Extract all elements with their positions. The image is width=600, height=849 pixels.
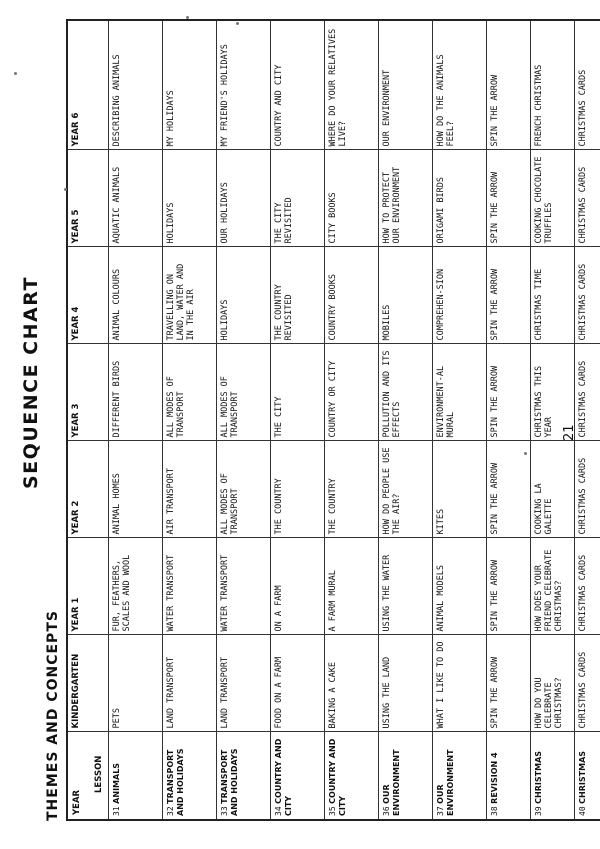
table-cell: CHRISTMAS TIME	[531, 247, 575, 344]
table-cell: THE CITY	[271, 344, 325, 441]
table-cell: PETS	[109, 635, 163, 732]
table-row	[433, 20, 487, 820]
table-cell: CHRISTMAS CARDS	[575, 150, 600, 247]
table-cell: COUNTRY BOOKS	[325, 247, 379, 344]
lesson-name: CHRISTMAS	[534, 750, 543, 804]
table-cell: THE COUNTRY	[325, 441, 379, 538]
lesson-number: 32	[166, 806, 175, 816]
table-cell: FUR, FEATHERS, SCALES AND WOOL	[109, 538, 163, 635]
table-cell: WATER TRANSPORT	[163, 538, 217, 635]
table-row	[575, 20, 600, 820]
table-cell: ENVIRONMENT-AL MURAL	[433, 344, 487, 441]
table-cell: SPIN THE ARROW	[487, 247, 531, 344]
column-header: YEAR 2	[67, 441, 109, 538]
table-cell: MY FRIEND'S HOLIDAYS	[217, 20, 271, 150]
lesson-name: ANIMALS	[112, 762, 121, 804]
table-cell: CHRISTMAS CARDS	[575, 20, 600, 150]
table-cell: ANIMAL COLOURS	[109, 247, 163, 344]
lesson-name: TRANSPORT AND HOLIDAYS	[166, 748, 185, 816]
column-header: YEAR 1	[67, 538, 109, 635]
table-cell: OUR HOLIDAYS	[217, 150, 271, 247]
table-row	[531, 20, 575, 820]
lesson-number: 38	[490, 806, 499, 816]
table-row	[379, 20, 433, 820]
table-cell: HOW DO THE ANIMALS FEEL?	[433, 20, 487, 150]
table-cell: SPIN THE ARROW	[487, 538, 531, 635]
lesson-number: 31	[112, 806, 121, 816]
table-cell: POLLUTION AND ITS EFFECTS	[379, 344, 433, 441]
table-cell: ON A FARM	[271, 538, 325, 635]
table-cell: SPIN THE ARROW	[487, 150, 531, 247]
table-row	[163, 20, 217, 820]
table-cell: FRENCH CHRISTMAS	[531, 20, 575, 150]
table-cell: ANIMAL MODELS	[433, 538, 487, 635]
table-row	[487, 20, 531, 820]
table-cell: SPIN THE ARROW	[487, 344, 531, 441]
table-cell: ALL MODES OF TRANSPORT	[217, 441, 271, 538]
table-cell: CHRISTMAS CARDS	[575, 538, 600, 635]
table-row	[109, 20, 163, 820]
scan-speck	[524, 452, 527, 455]
lesson-cell	[163, 732, 217, 820]
table-cell: ORIGAMI BIRDS	[433, 150, 487, 247]
table-cell: LAND TRANSPORT	[217, 635, 271, 732]
table-cell: OUR ENVIRONMENT	[379, 20, 433, 150]
table-cell: USING THE LAND	[379, 635, 433, 732]
themes-heading: THEMES AND CONCEPTS	[45, 610, 61, 821]
lesson-number: 40	[578, 806, 587, 816]
table-cell: CHRISTMAS CARDS	[575, 344, 600, 441]
table-cell: WHAT I LIKE TO DO	[433, 635, 487, 732]
table-row	[325, 20, 379, 820]
table-cell: ALL MODES OF TRANSPORT	[163, 344, 217, 441]
lesson-name: COUNTRY AND CITY	[274, 738, 293, 816]
column-header: YEAR 3	[67, 344, 109, 441]
table-cell: CHRISTMAS CARDS	[575, 441, 600, 538]
scan-speck	[64, 188, 67, 191]
lesson-name: OUR ENVIRONMENT	[382, 749, 401, 816]
table-cell: HOW DO PEOPLE USE THE AIR?	[379, 441, 433, 538]
table-cell: MY HOLIDAYS	[163, 20, 217, 150]
scan-speck	[14, 72, 17, 75]
lesson-number: 39	[534, 806, 543, 816]
lesson-cell	[271, 732, 325, 820]
lesson-number: 34	[274, 806, 283, 816]
table-cell: THE COUNTRY	[271, 441, 325, 538]
column-header: KINDERGARTEN	[67, 635, 109, 732]
table-cell: HOLIDAYS	[217, 247, 271, 344]
lesson-number: 36	[382, 806, 391, 816]
table-cell: ALL MODES OF TRANSPORT	[217, 344, 271, 441]
lesson-number: 35	[328, 806, 337, 816]
lesson-cell	[531, 732, 575, 820]
table-cell: HOW TO PROTECT OUR ENVIRONMENT	[379, 150, 433, 247]
table-cell: WATER TRANSPORT	[217, 538, 271, 635]
scan-speck	[186, 16, 189, 19]
table-cell: SPIN THE ARROW	[487, 20, 531, 150]
table-cell: COOKING LA GALETTE	[531, 441, 575, 538]
table-cell: DESCRIBING ANIMALS	[109, 20, 163, 150]
table-cell: HOW DO YOU CELEBRATE CHRISTMAS?	[531, 635, 575, 732]
table-cell: COUNTRY OR CITY	[325, 344, 379, 441]
sequence-chart-table	[66, 19, 600, 821]
table-cell: CITY BOOKS	[325, 150, 379, 247]
table-cell: AQUATIC ANIMALS	[109, 150, 163, 247]
table-cell: ANIMAL HOMES	[109, 441, 163, 538]
table-cell: USING THE WATER	[379, 538, 433, 635]
year-label: YEAR	[72, 789, 82, 815]
table-row	[271, 20, 325, 820]
table-cell: HOLIDAYS	[163, 150, 217, 247]
lesson-number: 37	[436, 806, 445, 816]
table-cell: THE COUNTRY REVISITED	[271, 247, 325, 344]
table-cell: COOKING CHOCOLATE TRUFFLES	[531, 150, 575, 247]
column-header: YEAR 5	[67, 150, 109, 247]
table-cell: WHERE DO YOUR RELATIVES LIVE?	[325, 20, 379, 150]
lesson-name: COUNTRY AND CITY	[328, 738, 347, 816]
lesson-cell	[379, 732, 433, 820]
lesson-cell	[487, 732, 531, 820]
lesson-name: TRANSPORT AND HOLIDAYS	[220, 748, 239, 816]
lesson-cell	[433, 732, 487, 820]
table-cell: DIFFERENT BIRDS	[109, 344, 163, 441]
table-cell: SPIN THE ARROW	[487, 441, 531, 538]
page-number: 21	[562, 424, 577, 441]
table-cell: CHRISTMAS CARDS	[575, 247, 600, 344]
lesson-name: CHRISTMAS	[578, 750, 587, 804]
table-cell: CHRISTMAS CARDS	[575, 635, 600, 732]
lesson-name: OUR ENVIRONMENT	[436, 749, 455, 816]
table-cell: MOBILES	[379, 247, 433, 344]
column-header: YEAR 6	[67, 20, 109, 150]
lesson-cell	[575, 732, 600, 820]
lesson-cell	[109, 732, 163, 820]
table-cell: COMPREHEN-SION	[433, 247, 487, 344]
lesson-name: REVISION 4	[490, 752, 499, 804]
table-cell: THE CITY REVISITED	[271, 150, 325, 247]
table-row	[217, 20, 271, 820]
table-cell: FOOD ON A FARM	[271, 635, 325, 732]
table-cell: TRAVELLING ON LAND, WATER AND IN THE AIR	[163, 247, 217, 344]
table-cell: SPIN THE ARROW	[487, 635, 531, 732]
column-header: YEAR 4	[67, 247, 109, 344]
table-cell: BAKING A CAKE	[325, 635, 379, 732]
lesson-number: 33	[220, 806, 229, 816]
table-cell: COUNTRY AND CITY	[271, 20, 325, 150]
scan-speck	[236, 22, 239, 25]
lesson-cell	[217, 732, 271, 820]
table-cell: HOW DOES YOUR FRIEND CELEBRATE CHRISTMAS?	[531, 538, 575, 635]
table-cell: CHRISTMAS THIS YEAR	[531, 344, 575, 441]
table-header-row	[67, 20, 109, 820]
lesson-cell	[325, 732, 379, 820]
lesson-label: LESSON	[94, 755, 104, 793]
page-title: SEQUENCE CHART	[20, 276, 42, 489]
year-lesson-header	[67, 732, 109, 820]
table-cell: A FARM MURAL	[325, 538, 379, 635]
table-cell: AIR TRANSPORT	[163, 441, 217, 538]
table-cell: LAND TRANSPORT	[163, 635, 217, 732]
table-cell: KITES	[433, 441, 487, 538]
